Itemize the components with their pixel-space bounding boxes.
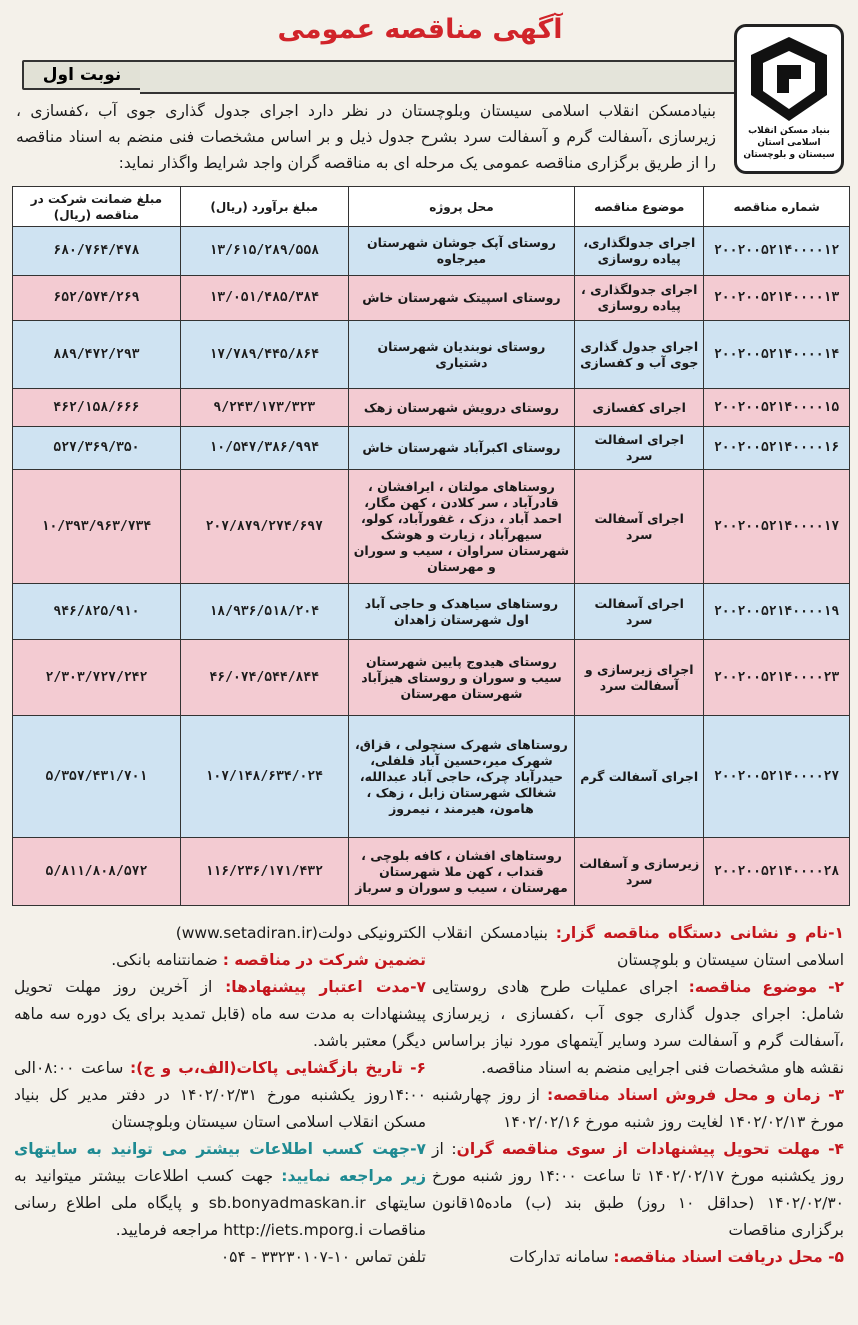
subject-text: اجرای عملیات طرح هادی روستایی شامل: اجرای جدول گذاری جوی آب ،کفسازی ، زیرسازی ،آسفالت گرم و آسفالت سرد وسایر آیتمهای مورد نیاز براساس نقشه هاو مشخصات فنی اجرایی منضم به اسناد مناقصه. [432, 978, 844, 1077]
cell-subject: اجرای اسفالت سرد [575, 427, 704, 470]
intro-paragraph: بنیادمسکن انقلاب اسلامی سیستان وبلوچستان در نظر دارد اجرای جدول گذاری جوی آب ،کفسازی ، زیرسازی ،آسفالت گرم و آسفالت سرد بشرح جدول ذیل و بر اساس مشخصات فنی منضم به اسناد مناقصه را از طریق برگزاری مناقصه عمومی یک مرحله ای به مناقصه گران واجد شرایط واگذار نماید: [16, 102, 716, 172]
bonyad-maskan-logo [734, 24, 844, 174]
more-info-label: ۷-جهت کسب اطلاعات بیشتر می توانید به سایتهای زیر مراجعه نمایید: [14, 1140, 426, 1185]
table-header-row [13, 187, 850, 227]
cell-location: روستای هیدوج پایین شهرستان سیب و سوران و روستای هیزآباد شهرستان مهرستان [348, 640, 575, 716]
delivery-deadline-label: ۴- مهلت تحویل پیشنهادات از سوی مناقصه گران [456, 1140, 844, 1158]
cell-number: ۲۰۰۲۰۰۵۲۱۴۰۰۰۰۱۲ [704, 227, 850, 276]
table-row [13, 584, 850, 640]
section-delivery-deadline [432, 1136, 844, 1244]
cell-subject: اجرای آسفالت گرم [575, 716, 704, 838]
setad-line: الکترونیکی دولت(www.setadiran.ir) [175, 924, 426, 942]
header-estimate: مبلغ برآورد (ریال) [180, 187, 348, 227]
cell-estimate: ۱۷/۷۸۹/۴۴۵/۸۶۴ [180, 321, 348, 389]
details-right-column [432, 920, 844, 1271]
cell-guarantee: ۶۸۰/۷۶۴/۴۷۸ [13, 227, 181, 276]
opening-date-text: ساعت ۰۸:۰۰الی ۱۴:۰۰روز یکشنبه مورخ ۱۴۰۲/۰۲/۳۱ در دفتر مدیر کل بنیاد مسکن انقلاب اسلامی استان سیستان وبلوچستان [14, 1059, 427, 1131]
cell-estimate: ۱۳/۰۵۱/۴۸۵/۳۸۴ [180, 276, 348, 321]
header-location: محل پروژه [348, 187, 575, 227]
section-sale-time [432, 1082, 844, 1136]
section-more-info [14, 1136, 426, 1244]
guarantee-text: ضمانتنامه بانکی. [111, 951, 223, 969]
section-guarantee [14, 947, 426, 974]
table-row [13, 389, 850, 427]
cell-subject: اجرای آسفالت سرد [575, 470, 704, 584]
cell-estimate: ۱۰/۵۴۷/۳۸۶/۹۹۴ [180, 427, 348, 470]
cell-subject: اجرای جدولگذاری، پیاده روسازی [575, 227, 704, 276]
cell-estimate: ۴۶/۰۷۴/۵۴۴/۸۴۴ [180, 640, 348, 716]
cell-location: روستاهای سیاهدک و حاجی آباد اول شهرستان زاهدان [348, 584, 575, 640]
phone-line: تلفن تماس ۱۰-۳۳۲۳۰۱۰۷ - ۰۵۴ [220, 1248, 426, 1266]
header-subject: موضوع مناقصه [575, 187, 704, 227]
header-guarantee: مبلغ ضمانت شرکت در مناقصه (ریال) [13, 187, 181, 227]
sale-time-text: از روز چهارشنبه مورخ ۱۴۰۲/۰۲/۱۳ لغایت روز شنبه مورخ ۱۴۰۲/۰۲/۱۶ [432, 1086, 844, 1131]
cell-subject: اجرای جدولگذاری ، پیاده روسازی [575, 276, 704, 321]
cell-number: ۲۰۰۲۰۰۵۲۱۴۰۰۰۰۱۹ [704, 584, 850, 640]
delivery-deadline-text: : از روز یکشنبه مورخ ۱۴۰۲/۰۲/۱۷ تا ساعت ۱۴:۰۰ روز شنبه مورخ ۱۴۰۲/۰۲/۳۰ (حداقل ۱۰ روز) طبق بند (ب) ماده۱۵قانون برگزاری مناقصات [432, 1140, 844, 1239]
table-row [13, 640, 850, 716]
table-row [13, 276, 850, 321]
details-left-column [14, 920, 426, 1271]
cell-estimate: ۹/۲۴۳/۱۷۳/۳۲۳ [180, 389, 348, 427]
cell-number: ۲۰۰۲۰۰۵۲۱۴۰۰۰۰۲۳ [704, 640, 850, 716]
cell-location: روستای اسپیتک شهرستان خاش [348, 276, 575, 321]
cell-number: ۲۰۰۲۰۰۵۲۱۴۰۰۰۰۱۴ [704, 321, 850, 389]
cell-guarantee: ۱۰/۳۹۳/۹۶۳/۷۳۴ [13, 470, 181, 584]
cell-subject: اجرای کفسازی [575, 389, 704, 427]
cell-estimate: ۲۰۷/۸۷۹/۲۷۴/۶۹۷ [180, 470, 348, 584]
cell-subject: اجرای زیرسازی و آسفالت سرد [575, 640, 704, 716]
validity-text: از آخرین روز مهلت تحویل پیشنهادات به مدت سه ماه (قابل تمدید برای یک دوره سه ماهه دیگر) معتبر باشد. [14, 978, 426, 1050]
round-badge: نوبت اول [22, 60, 142, 90]
opening-date-label: ۶- تاریخ بازگشایی پاکات(الف،ب و ج): [129, 1059, 426, 1077]
cell-location: روستاهای شهرک سنچولی ، قزاق، شهرک میر،حسین آباد فلفلی، حیدرآباد چرک، حاجی آباد عبدالله، شغالک شهرستان زابل ، زهک ، هامون، هیرمند ، نیمروز [348, 716, 575, 838]
cell-guarantee: ۵۲۷/۳۶۹/۳۵۰ [13, 427, 181, 470]
cell-subject: اجرای جدول گذاری جوی آب و کفسازی [575, 321, 704, 389]
cell-guarantee: ۴۶۲/۱۵۸/۶۶۶ [13, 389, 181, 427]
cell-location: روستای درویش شهرستان زهک [348, 389, 575, 427]
section-documents-location [432, 1244, 844, 1271]
cell-number: ۲۰۰۲۰۰۵۲۱۴۰۰۰۰۱۷ [704, 470, 850, 584]
table-row [13, 838, 850, 906]
cell-estimate: ۱۳/۶۱۵/۲۸۹/۵۵۸ [180, 227, 348, 276]
cell-guarantee: ۵/۸۱۱/۸۰۸/۵۷۲ [13, 838, 181, 906]
cell-guarantee: ۵/۳۵۷/۴۳۱/۷۰۱ [13, 716, 181, 838]
cell-number: ۲۰۰۲۰۰۵۲۱۴۰۰۰۰۱۳ [704, 276, 850, 321]
header-number: شماره مناقصه [704, 187, 850, 227]
cell-guarantee: ۸۸۹/۴۷۲/۲۹۳ [13, 321, 181, 389]
cell-location: روستاهای افشان ، کافه بلوچی ، قنداب ، کهن ملا شهرستان مهرستان ، سیب و سوران و سرباز [348, 838, 575, 906]
cell-guarantee: ۲/۳۰۳/۷۲۷/۲۴۲ [13, 640, 181, 716]
tender-table [12, 186, 850, 906]
notice-title: آگهی مناقصه عمومی [277, 14, 563, 45]
organizer-text: بنیادمسکن انقلاب اسلامی استان سیستان و بلوچستان [432, 924, 844, 969]
table-row [13, 321, 850, 389]
cell-number: ۲۰۰۲۰۰۵۲۱۴۰۰۰۰۲۷ [704, 716, 850, 838]
cell-estimate: ۱۰۷/۱۴۸/۶۳۴/۰۲۴ [180, 716, 348, 838]
cell-location: روستای اکبرآباد شهرستان خاش [348, 427, 575, 470]
table-row [13, 470, 850, 584]
cell-guarantee: ۶۵۲/۵۷۴/۲۶۹ [13, 276, 181, 321]
table-row [13, 427, 850, 470]
section-validity [14, 974, 426, 1055]
more-info-text: جهت کسب اطلاعات بیشتر میتوانید به سایتهای sb.bonyadmaskan.ir و پایگاه ملی اطلاع رسانی مناقصات http://iets.mporg.i مراجعه فرمایید. [14, 1167, 426, 1239]
table-row [13, 716, 850, 838]
cell-subject: اجرای آسفالت سرد [575, 584, 704, 640]
cell-location: روستای نوبندیان شهرستان دشتیاری [348, 321, 575, 389]
section-opening-date [14, 1055, 426, 1136]
guarantee-label: تضمین شرکت در مناقصه : [222, 951, 426, 969]
subject-label: ۲- موضوع مناقصه: [688, 978, 845, 996]
cell-location: روستای آپک جوشان شهرستان میرجاوه [348, 227, 575, 276]
cell-number: ۲۰۰۲۰۰۵۲۱۴۰۰۰۰۱۶ [704, 427, 850, 470]
organizer-label: ۱-نام و نشانی دستگاه مناقصه گزار: [555, 924, 844, 942]
validity-label: ۷-مدت اعتبار پیشنهادها: [225, 978, 426, 996]
logo-emblem-icon [747, 35, 831, 125]
section-organizer [432, 920, 844, 974]
documents-location-text: سامانه تدارکات [509, 1248, 614, 1266]
documents-location-label: ۵- محل دریافت اسناد مناقصه: [613, 1248, 844, 1266]
cell-estimate: ۱۱۶/۲۳۶/۱۷۱/۴۳۲ [180, 838, 348, 906]
cell-subject: زیرسازی و آسفالت سرد [575, 838, 704, 906]
section-subject [432, 974, 844, 1082]
table-row [13, 227, 850, 276]
cell-guarantee: ۹۴۶/۸۲۵/۹۱۰ [13, 584, 181, 640]
cell-number: ۲۰۰۲۰۰۵۲۱۴۰۰۰۰۱۵ [704, 389, 850, 427]
cell-number: ۲۰۰۲۰۰۵۲۱۴۰۰۰۰۲۸ [704, 838, 850, 906]
cell-location: روستاهای مولتان ، ایرافشان ، قادرآباد ، سر کلادن ، کهن مگار، احمد آباد ، دزک ، غفورآباد، کولو، سیهرآباد ، زیارت و هوشک شهرستان سراوان ، سیب و سوران و مهرستان [348, 470, 575, 584]
sale-time-label: ۳- زمان و محل فروش اسناد مناقصه: [546, 1086, 844, 1104]
cell-estimate: ۱۸/۹۳۶/۵۱۸/۲۰۴ [180, 584, 348, 640]
logo-text: بنیاد مسکن انقلاب اسلامی استان سیستان و بلوچستان [743, 126, 835, 160]
